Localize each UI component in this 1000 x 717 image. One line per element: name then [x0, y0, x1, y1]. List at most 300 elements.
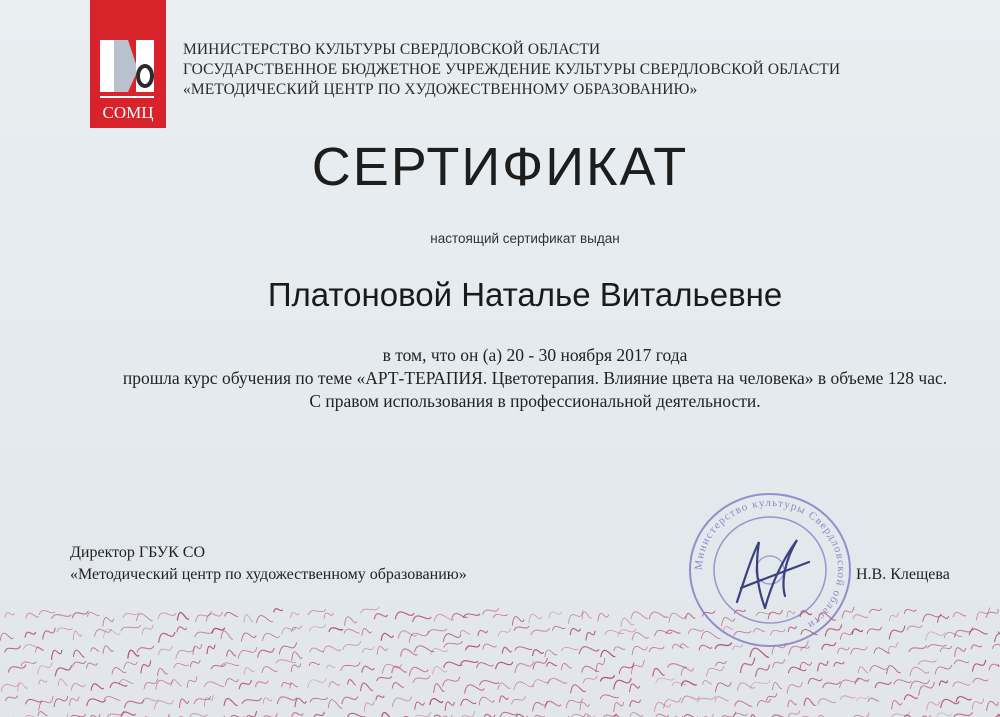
pattern-flourish: [179, 699, 188, 708]
pattern-flourish: [103, 646, 113, 654]
pattern-flourish: [6, 696, 18, 702]
pattern-flourish: [39, 696, 54, 711]
pattern-flourish: [735, 701, 752, 707]
pattern-flourish: [206, 612, 222, 622]
pattern-flourish: [156, 680, 173, 689]
pattern-flourish: [500, 696, 509, 703]
pattern-flourish: [460, 630, 470, 634]
pattern-flourish: [392, 683, 404, 689]
pattern-flourish: [907, 625, 922, 630]
pattern-flourish: [54, 696, 68, 707]
pattern-flourish: [840, 696, 855, 700]
pattern-flourish: [415, 702, 425, 710]
pattern-flourish: [193, 644, 202, 655]
pattern-flourish: [73, 631, 81, 640]
pattern-flourish: [502, 647, 511, 653]
pattern-flourish: [682, 696, 700, 703]
pattern-flourish: [545, 701, 561, 708]
pattern-flourish: [583, 676, 597, 684]
pattern-flourish: [479, 681, 498, 686]
pattern-flourish: [823, 681, 841, 688]
pattern-flourish: [39, 680, 47, 685]
pattern-flourish: [874, 648, 890, 654]
pattern-flourish: [621, 618, 634, 627]
pattern-flourish: [123, 612, 139, 618]
pattern-flourish: [571, 685, 586, 693]
pattern-flourish: [605, 630, 624, 635]
pattern-flourish: [190, 660, 200, 667]
logo-caption: СОМЦ: [102, 103, 154, 122]
pattern-flourish: [443, 677, 460, 687]
signer-name: Н.В. Клещева: [856, 566, 950, 583]
pattern-flourish: [601, 650, 616, 657]
certificate-title: СЕРТИФИКАТ: [311, 137, 689, 197]
pattern-flourish: [894, 680, 912, 685]
pattern-flourish: [377, 676, 392, 681]
pattern-flourish: [614, 647, 625, 651]
pattern-flourish: [840, 677, 860, 688]
pattern-flourish: [548, 678, 568, 684]
pattern-flourish: [818, 661, 828, 672]
pattern-flourish: [141, 660, 151, 673]
pattern-flourish: [392, 666, 407, 673]
pattern-flourish: [767, 694, 777, 701]
pattern-flourish: [103, 629, 120, 638]
pattern-flourish: [443, 634, 461, 642]
pattern-flourish: [292, 713, 304, 717]
pattern-flourish: [158, 613, 176, 619]
pattern-flourish: [159, 646, 173, 655]
pattern-flourish: [377, 646, 387, 655]
pattern-flourish: [308, 678, 327, 688]
pattern-flourish: [512, 696, 526, 704]
pattern-flourish: [43, 628, 56, 640]
pattern-flourish: [936, 713, 952, 717]
course-description: прошла курс обучения по теме «АРТ-ТЕРАПИЯ. Цветотерапия. Влияние цвета на человека» в объеме 128 час.: [122, 368, 948, 388]
pattern-flourish: [347, 713, 365, 717]
pattern-flourish: [969, 629, 987, 635]
pattern-flourish: [187, 677, 197, 689]
pattern-flourish: [5, 613, 14, 618]
pattern-flourish: [409, 631, 429, 643]
pattern-flourish: [308, 609, 326, 615]
director-position: Директор ГБУК СО: [70, 544, 206, 561]
pattern-flourish: [415, 646, 435, 652]
pattern-flourish: [630, 700, 641, 707]
pattern-flourish: [323, 646, 341, 653]
pattern-flourish: [21, 662, 36, 666]
official-stamp: [685, 490, 855, 650]
pattern-flourish: [630, 713, 643, 717]
pattern-flourish: [515, 661, 534, 673]
pattern-flourish: [242, 633, 257, 641]
pattern-flourish: [989, 664, 999, 670]
pattern-flourish: [328, 700, 342, 709]
pattern-flourish: [953, 612, 966, 617]
pattern-flourish: [515, 647, 533, 651]
pattern-flourish: [995, 632, 1000, 643]
pattern-flourish: [142, 625, 153, 635]
pattern-flourish: [653, 668, 665, 676]
pattern-flourish: [413, 712, 431, 717]
center-name-line: «МЕТОДИЧЕСКИЙ ЦЕНТР ПО ХУДОЖЕСТВЕННОМУ ОБРАЗОВАНИЮ»: [183, 81, 698, 98]
pattern-flourish: [119, 680, 133, 684]
pattern-flourish: [953, 712, 973, 717]
pattern-flourish: [919, 682, 935, 696]
pattern-flourish: [870, 608, 882, 613]
pattern-flourish: [868, 698, 879, 702]
pattern-flourish: [614, 678, 632, 689]
pattern-flourish: [918, 660, 936, 664]
pattern-flourish: [154, 700, 173, 709]
pattern-flourish: [445, 702, 454, 711]
pattern-flourish: [91, 648, 99, 652]
pattern-flourish: [121, 625, 141, 631]
pattern-flourish: [773, 659, 785, 668]
pattern-flourish: [500, 712, 517, 717]
pattern-flourish: [804, 698, 815, 706]
pattern-flourish: [757, 699, 770, 706]
director-title: [70, 542, 467, 586]
pattern-flourish: [614, 702, 624, 712]
pattern-flourish: [703, 680, 712, 685]
pattern-flourish: [954, 660, 969, 664]
pattern-flourish: [189, 713, 207, 717]
pattern-flourish: [496, 662, 513, 670]
pattern-flourish: [498, 629, 510, 637]
pattern-flourish: [649, 612, 668, 619]
pattern-flourish: [973, 678, 988, 682]
pattern-flourish: [395, 612, 414, 619]
pattern-flourish: [245, 711, 256, 717]
pattern-flourish: [362, 647, 374, 653]
pattern-flourish: [86, 663, 97, 669]
pattern-flourish: [853, 615, 868, 619]
pattern-flourish: [310, 648, 324, 652]
pattern-flourish: [672, 682, 686, 686]
pattern-flourish: [255, 681, 268, 687]
pattern-flourish: [87, 699, 106, 706]
pattern-flourish: [225, 612, 238, 616]
pattern-flourish: [598, 613, 609, 621]
pattern-flourish: [362, 666, 374, 672]
pattern-flourish: [121, 712, 136, 717]
pattern-flourish: [649, 647, 664, 653]
pattern-flourish: [580, 702, 589, 710]
pattern-flourish: [381, 633, 393, 640]
pattern-flourish: [345, 617, 357, 626]
pattern-flourish: [1, 683, 19, 692]
pattern-flourish: [547, 663, 557, 667]
pattern-flourish: [26, 699, 42, 704]
pattern-flourish: [39, 610, 55, 615]
pattern-flourish: [227, 650, 236, 656]
pattern-flourish: [656, 678, 675, 684]
pattern-flourish: [533, 650, 544, 656]
pattern-flourish: [52, 650, 63, 660]
pattern-flourish: [493, 614, 507, 618]
pattern-flourish: [632, 646, 647, 655]
pattern-flourish: [309, 662, 320, 666]
pattern-flourish: [413, 675, 430, 682]
issued-to-label: настоящий сертификат выдан: [430, 231, 620, 246]
institution-line: ГОСУДАРСТВЕННОЕ БЮДЖЕТНОЕ УЧРЕЖДЕНИЕ КУЛЬТУРЫ СВЕРДЛОВСКОЙ ОБЛАСТИ: [183, 61, 841, 78]
pattern-flourish: [773, 682, 782, 690]
pattern-flourish: [177, 612, 188, 620]
pattern-flourish: [788, 667, 806, 673]
pattern-flourish: [750, 680, 770, 689]
pattern-flourish: [207, 645, 215, 654]
pattern-flourish: [434, 614, 454, 621]
pattern-flourish: [344, 629, 360, 633]
pattern-flourish: [889, 612, 898, 621]
pattern-flourish: [55, 665, 71, 676]
pattern-flourish: [52, 714, 69, 717]
pattern-flourish: [681, 681, 697, 687]
pattern-flourish: [955, 648, 966, 657]
pattern-flourish: [787, 682, 802, 694]
pattern-flourish: [910, 667, 929, 676]
pattern-flourish: [478, 630, 488, 635]
pattern-flourish: [579, 647, 599, 654]
pattern-flourish: [361, 683, 373, 691]
pattern-flourish: [329, 682, 340, 688]
pattern-flourish: [137, 646, 154, 653]
pattern-flourish: [461, 699, 476, 706]
pattern-flourish: [715, 682, 731, 692]
pattern-flourish: [788, 711, 800, 717]
recipient-name: Платоновой Наталье Витальевне: [267, 276, 783, 313]
pattern-flourish: [224, 698, 238, 705]
pattern-flourish: [733, 713, 747, 717]
pattern-flourish: [292, 626, 302, 632]
pattern-flourish: [348, 680, 356, 685]
pattern-flourish: [204, 682, 224, 687]
pattern-flourish: [38, 662, 53, 674]
director-organization: «Методический центр по художественному образованию»: [70, 566, 467, 583]
pattern-flourish: [668, 664, 687, 668]
pattern-flourish: [888, 642, 897, 652]
pattern-flourish: [973, 660, 986, 672]
pattern-flourish: [95, 629, 112, 637]
pattern-flourish: [953, 682, 970, 687]
pattern-flourish: [992, 644, 1000, 649]
pattern-flourish: [514, 626, 529, 631]
pattern-flourish: [582, 612, 592, 620]
pattern-flourish: [58, 679, 67, 685]
pattern-flourish: [295, 698, 306, 707]
pattern-flourish: [857, 696, 869, 701]
pattern-flourish: [413, 616, 432, 622]
pattern-flourish: [808, 678, 822, 683]
pattern-flourish: [374, 614, 387, 620]
pattern-flourish: [892, 700, 902, 709]
pattern-flourish: [277, 697, 297, 705]
pattern-flourish: [444, 641, 463, 648]
pattern-flourish: [681, 668, 693, 676]
pattern-flourish: [124, 700, 144, 709]
pattern-flourish: [87, 612, 99, 616]
pattern-flourish: [927, 702, 940, 711]
pattern-flourish: [479, 697, 495, 705]
pattern-flourish: [465, 685, 485, 694]
pattern-flourish: [570, 628, 580, 635]
pattern-flourish: [483, 644, 497, 650]
pattern-flourish: [631, 612, 648, 619]
pattern-flourish: [666, 630, 681, 634]
pattern-flourish: [104, 696, 121, 700]
pattern-flourish: [327, 665, 336, 669]
somc-logo: [90, 0, 166, 128]
pattern-flourish: [600, 675, 614, 681]
director-signature: [737, 540, 809, 608]
pattern-flourish: [596, 658, 605, 672]
pattern-flourish: [460, 711, 475, 717]
pattern-flourish: [630, 684, 640, 692]
pattern-flourish: [944, 632, 962, 638]
pattern-flourish: [972, 698, 984, 709]
pattern-flourish: [23, 645, 43, 650]
pattern-flourish: [159, 632, 175, 643]
pattern-flourish: [263, 633, 280, 641]
pattern-flourish: [910, 680, 929, 690]
pattern-flourish: [257, 615, 273, 622]
pattern-flourish: [364, 701, 374, 712]
pattern-flourish: [343, 641, 361, 650]
pattern-flourish: [887, 666, 901, 675]
pattern-flourish: [57, 628, 73, 632]
pattern-flourish: [171, 680, 182, 686]
pattern-flourish: [91, 684, 104, 691]
pattern-flourish: [409, 667, 428, 676]
pattern-flourish: [514, 682, 533, 690]
pattern-flourish: [987, 701, 999, 711]
pattern-flourish: [904, 610, 916, 614]
pattern-flourish: [800, 662, 812, 670]
pattern-flourish: [561, 647, 578, 651]
issuer-header: [183, 40, 840, 100]
pattern-flourish: [939, 681, 947, 686]
pattern-flourish: [858, 667, 868, 673]
pattern-flourish: [263, 698, 272, 704]
pattern-flourish: [290, 683, 298, 688]
certificate-body: [0, 344, 1000, 413]
pattern-flourish: [239, 680, 251, 689]
pattern-flourish: [221, 631, 233, 639]
pattern-flourish: [852, 713, 870, 717]
pattern-flourish: [204, 695, 213, 707]
pattern-flourish: [329, 628, 343, 632]
pattern-flourish: [376, 696, 384, 701]
pattern-flourish: [137, 614, 153, 621]
pattern-flourish: [716, 661, 727, 666]
pattern-flourish: [291, 663, 301, 672]
pattern-flourish: [238, 647, 257, 659]
pattern-flourish: [433, 667, 447, 675]
pattern-flourish: [362, 628, 372, 635]
pattern-flourish: [444, 662, 463, 668]
pattern-flourish: [398, 631, 417, 639]
pattern-flourish: [291, 612, 300, 617]
pattern-flourish: [476, 663, 493, 669]
pattern-flourish: [889, 626, 905, 640]
pattern-flourish: [174, 663, 189, 668]
pattern-flourish: [632, 633, 649, 641]
pattern-flourish: [5, 646, 21, 653]
pattern-flourish: [430, 699, 443, 705]
pattern-flourish: [261, 713, 277, 717]
pattern-flourish: [586, 631, 595, 641]
pattern-flourish: [69, 697, 79, 706]
pattern-flourish: [568, 610, 583, 623]
pattern-flourish: [756, 665, 770, 677]
pattern-flourish: [531, 628, 550, 635]
pattern-flourish: [715, 697, 729, 702]
pattern-flourish: [834, 662, 844, 667]
pattern-flourish: [52, 615, 72, 619]
pattern-flourish: [971, 645, 981, 649]
pattern-flourish: [545, 650, 557, 657]
pattern-flourish: [938, 616, 949, 623]
pattern-flourish: [324, 613, 333, 619]
pattern-flourish: [529, 614, 542, 623]
pattern-flourish: [512, 617, 524, 626]
usage-rights: С правом использования в профессиональной деятельности.: [309, 391, 761, 411]
pattern-flourish: [177, 627, 187, 632]
pattern-flourish: [38, 712, 48, 716]
pattern-flourish: [274, 609, 283, 613]
pattern-flourish: [276, 660, 296, 664]
pattern-flourish: [631, 660, 644, 674]
pattern-flourish: [341, 662, 361, 671]
pattern-flourish: [533, 658, 548, 670]
pattern-flourish: [452, 613, 468, 619]
ministry-line: МИНИСТЕРСТВО КУЛЬТУРЫ СВЕРДЛОВСКОЙ ОБЛАСТИ: [183, 41, 601, 58]
pattern-flourish: [706, 666, 724, 676]
pattern-flourish: [483, 609, 499, 615]
pattern-flourish: [904, 695, 917, 700]
pattern-flourish: [18, 683, 28, 692]
pattern-flourish: [361, 607, 380, 613]
pattern-flourish: [196, 611, 212, 622]
pattern-flourish: [740, 658, 754, 673]
pattern-flourish: [292, 652, 302, 661]
pattern-flourish: [36, 647, 44, 653]
pattern-flourish: [310, 698, 328, 703]
pattern-flourish: [818, 699, 836, 705]
stamp-ring-text: Министерство культуры Свердловской области: [692, 496, 848, 632]
pattern-flourish: [144, 679, 158, 690]
pattern-flourish: [870, 666, 887, 672]
pattern-flourish: [0, 633, 13, 641]
pattern-flourish: [262, 667, 277, 673]
pattern-flourish: [925, 632, 944, 641]
pattern-flourish: [194, 696, 211, 704]
pattern-flourish: [110, 682, 127, 687]
pattern-flourish: [282, 628, 296, 635]
pattern-flourish: [788, 700, 797, 707]
pattern-flourish: [258, 648, 275, 657]
pattern-flourish: [498, 683, 510, 690]
pattern-flourish: [313, 712, 324, 717]
pattern-flourish: [225, 679, 238, 686]
pattern-flourish: [909, 645, 927, 652]
pattern-flourish: [890, 711, 910, 717]
pattern-flourish: [8, 665, 26, 673]
pattern-flourish: [176, 646, 195, 659]
pattern-flourish: [103, 618, 114, 627]
pattern-flourish: [211, 664, 226, 669]
